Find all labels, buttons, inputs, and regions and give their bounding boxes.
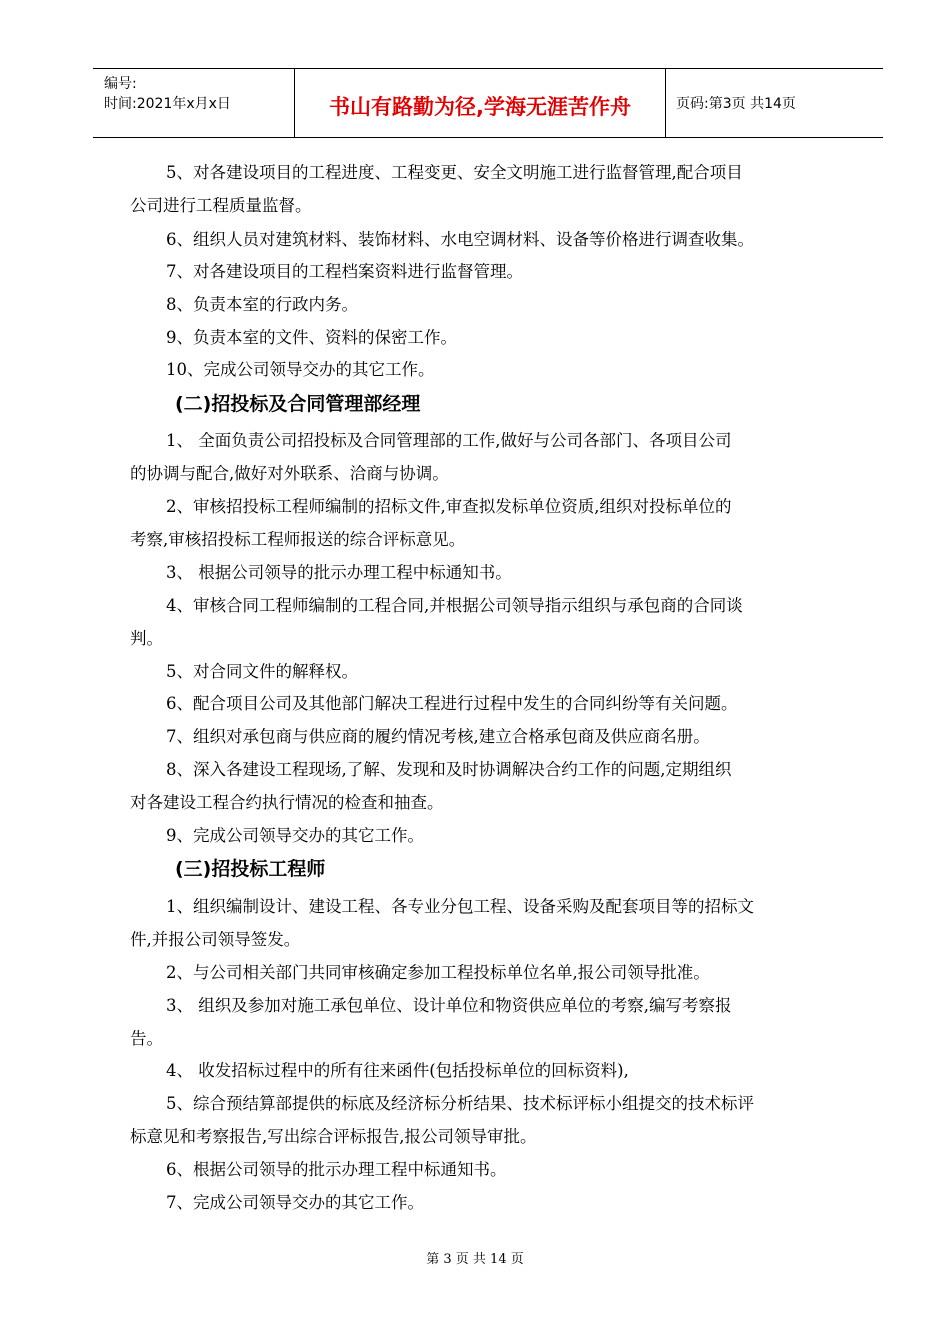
paragraph: 6、组织人员对建筑材料、装饰材料、水电空调材料、设备等价格进行调查收集。	[166, 230, 754, 249]
paragraph-continuation: 告。	[130, 1029, 163, 1048]
section-heading: (二)招投标及合同管理部经理	[175, 393, 421, 415]
paragraph: 7、组织对承包商与供应商的履约情况考核,建立合格承包商及供应商名册。	[166, 727, 710, 746]
paragraph: 7、完成公司领导交办的其它工作。	[166, 1193, 424, 1212]
paragraph-continuation: 对各建设工程合约执行情况的检查和抽查。	[130, 793, 444, 812]
paragraph: 8、负责本室的行政内务。	[166, 295, 358, 314]
paragraph-continuation: 判。	[130, 629, 163, 648]
paragraph-continuation: 公司进行工程质量监督。	[130, 196, 312, 215]
paragraph: 5、对各建设项目的工程进度、工程变更、安全文明施工进行监督管理,配合项目	[166, 163, 743, 182]
paragraph: 9、完成公司领导交办的其它工作。	[166, 826, 424, 845]
page-header	[93, 68, 883, 138]
paragraph: 5、对合同文件的解释权。	[166, 662, 358, 681]
time-label: 时间:2021年x月x日	[104, 96, 231, 112]
paragraph: 4、审核合同工程师编制的工程合同,并根据公司领导指示组织与承包商的合同谈	[166, 596, 743, 615]
paragraph: 3、 根据公司领导的批示办理工程中标通知书。	[166, 563, 512, 582]
paragraph: 7、对各建设项目的工程档案资料进行监督管理。	[166, 262, 523, 281]
header-motto-cell	[295, 69, 666, 137]
page-footer: 第 3 页 共 14 页	[426, 1252, 524, 1267]
paragraph: 1、组织编制设计、建设工程、各专业分包工程、设备采购及配套项目等的招标文	[166, 897, 754, 916]
number-label: 编号:	[104, 76, 137, 92]
paragraph: 8、深入各建设工程现场,了解、发现和及时协调解决合约工作的问题,定期组织	[166, 760, 732, 779]
section-heading: (三)招投标工程师	[175, 858, 326, 880]
paragraph: 2、与公司相关部门共同审核确定参加工程投标单位名单,报公司领导批准。	[166, 963, 710, 982]
paragraph: 5、综合预结算部提供的标底及经济标分析结果、技术标评标小组提交的技术标评	[166, 1094, 754, 1113]
paragraph: 2、审核招投标工程师编制的招标文件,审查拟发标单位资质,组织对投标单位的	[166, 497, 732, 516]
paragraph-continuation: 标意见和考察报告,写出综合评标报告,报公司领导审批。	[130, 1127, 537, 1146]
paragraph-continuation: 的协调与配合,做好对外联系、洽商与协调。	[130, 464, 449, 483]
paragraph: 6、配合项目公司及其他部门解决工程进行过程中发生的合同纠纷等有关问题。	[166, 694, 738, 713]
paragraph: 3、 组织及参加对施工承包单位、设计单位和物资供应单位的考察,编写考察报	[166, 996, 732, 1015]
motto-text: 书山有路勤为径,学海无涯苦作舟	[329, 95, 631, 119]
header-meta-cell	[93, 69, 295, 137]
paragraph: 9、负责本室的文件、资料的保密工作。	[166, 328, 457, 347]
paragraph: 6、根据公司领导的批示办理工程中标通知书。	[166, 1160, 507, 1179]
paragraph-continuation: 考察,审核招投标工程师报送的综合评标意见。	[130, 530, 466, 549]
paragraph: 10、完成公司领导交办的其它工作。	[166, 360, 435, 379]
paragraph: 1、 全面负责公司招投标及合同管理部的工作,做好与公司各部门、各项目公司	[166, 431, 732, 450]
header-page-cell	[666, 69, 883, 137]
paragraph: 4、 收发招标过程中的所有往来函件(包括投标单位的回标资料),	[166, 1061, 629, 1080]
paragraph-continuation: 件,并报公司领导签发。	[130, 930, 301, 949]
page-info: 页码:第3页 共14页	[676, 96, 796, 112]
